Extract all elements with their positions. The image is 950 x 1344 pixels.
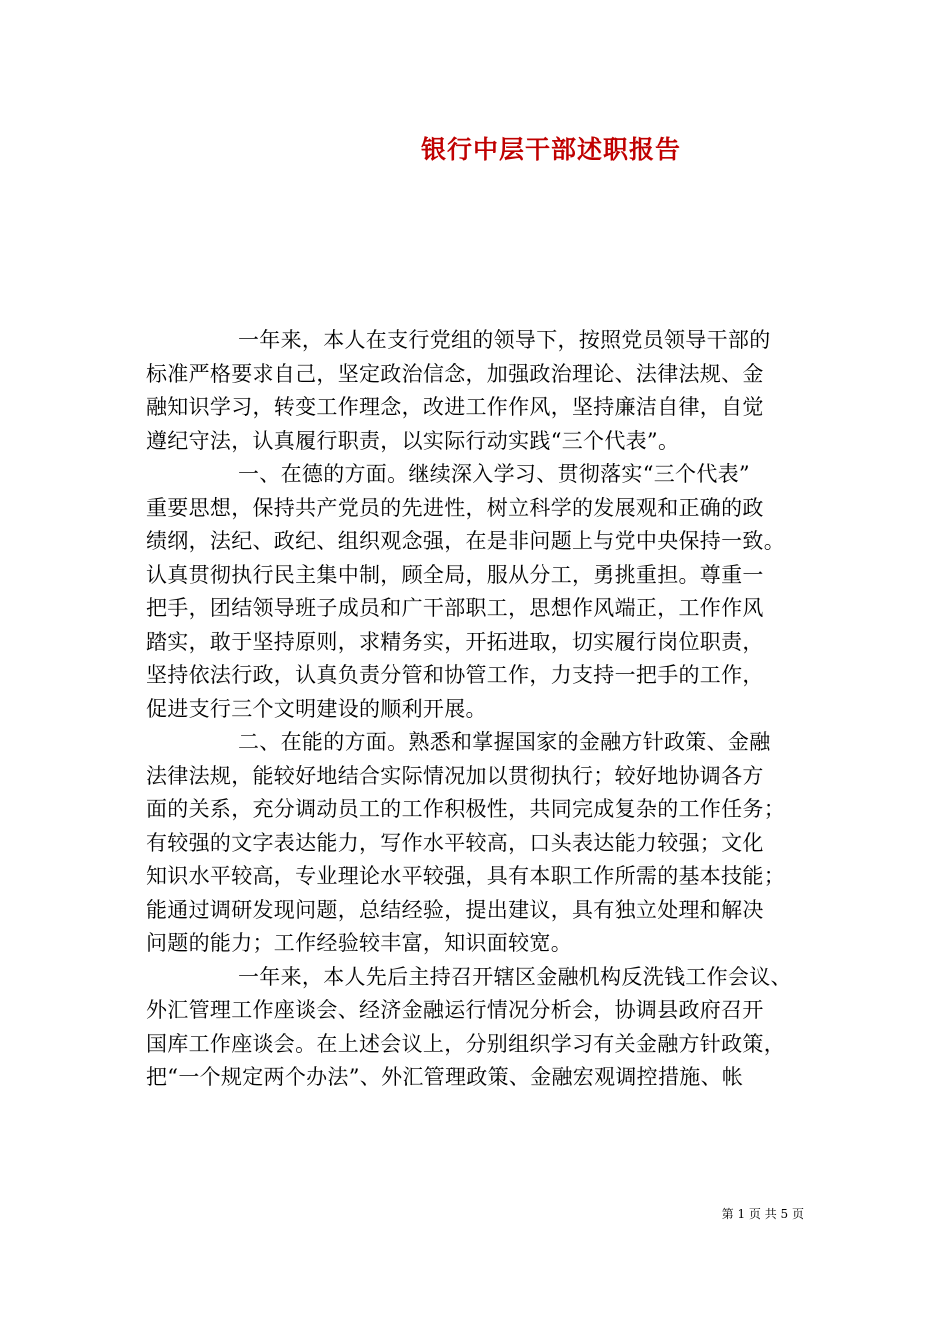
- document-title: 银行中层干部述职报告: [420, 135, 681, 164]
- paragraph-ability: [146, 726, 810, 961]
- paragraph-line: 重要思想，保持共产党员的先进性，树立科学的发展观和正确的政: [146, 495, 764, 520]
- paragraph-line: 有较强的文字表达能力，写作水平较高，口头表达能力较强；文化: [146, 830, 764, 855]
- paragraph-morality: [146, 458, 810, 726]
- paragraph-line: 一、在德的方面。继续深入学习、贯彻落实“三个代表”: [238, 462, 750, 486]
- paragraph-line: 标准严格要求自己，坚定政治信念，加强政治理论、法律法规、金: [146, 361, 764, 386]
- document-body: [146, 324, 810, 1095]
- paragraph-line: 二、在能的方面。熟悉和掌握国家的金融方针政策、金融: [238, 730, 771, 754]
- paragraph-line: 面的关系，充分调动员工的工作积极性，共同完成复杂的工作任务；: [146, 797, 785, 821]
- paragraph-meetings: [146, 961, 810, 1095]
- paragraph-line: 认真贯彻执行民主集中制，顾全局，服从分工，勇挑重担。尊重一: [146, 562, 764, 587]
- paragraph-line: 知识水平较高，专业理论水平较强，具有本职工作所需的基本技能；: [146, 864, 785, 888]
- paragraph-line: 外汇管理工作座谈会、经济金融运行情况分析会，协调县政府召开: [146, 998, 764, 1022]
- paragraph-intro: [146, 324, 810, 458]
- paragraph-line: 把“一个规定两个办法”、外汇管理政策、金融宏观调控措施、帐: [146, 1065, 744, 1089]
- paragraph-line: 绩纲，法纪、政纪、组织观念强，在是非问题上与党中央保持一致。: [146, 529, 785, 553]
- page-number-footer: 第 1 页 共 5 页: [721, 1207, 804, 1221]
- paragraph-line: 遵纪守法，认真履行职责，以实际行动实践“三个代表”。: [146, 428, 680, 453]
- paragraph-line: 能通过调研发现问题，总结经验，提出建议，具有独立处理和解决: [146, 897, 764, 922]
- paragraph-line: 问题的能力；工作经验较丰富，知识面较宽。: [146, 931, 572, 955]
- paragraph-line: 一年来，本人在支行党组的领导下，按照党员领导干部的: [238, 328, 771, 352]
- paragraph-line: 促进支行三个文明建设的顺利开展。: [146, 696, 487, 721]
- paragraph-line: 法律法规，能较好地结合实际情况加以贯彻执行；较好地协调各方: [146, 763, 764, 788]
- paragraph-line: 把手，团结领导班子成员和广干部职工，思想作风端正，工作作风: [146, 596, 764, 620]
- paragraph-line: 坚持依法行政，认真负责分管和协管工作，力支持一把手的工作，: [146, 663, 764, 687]
- paragraph-line: 一年来，本人先后主持召开辖区金融机构反洗钱工作会议、: [238, 964, 792, 989]
- paragraph-line: 融知识学习，转变工作理念，改进工作作风，坚持廉洁自律，自觉: [146, 395, 764, 419]
- paragraph-line: 国库工作座谈会。在上述会议上，分别组织学习有关金融方针政策，: [146, 1031, 785, 1056]
- paragraph-line: 踏实，敢于坚持原则，求精务实，开拓进取，切实履行岗位职责，: [146, 629, 764, 654]
